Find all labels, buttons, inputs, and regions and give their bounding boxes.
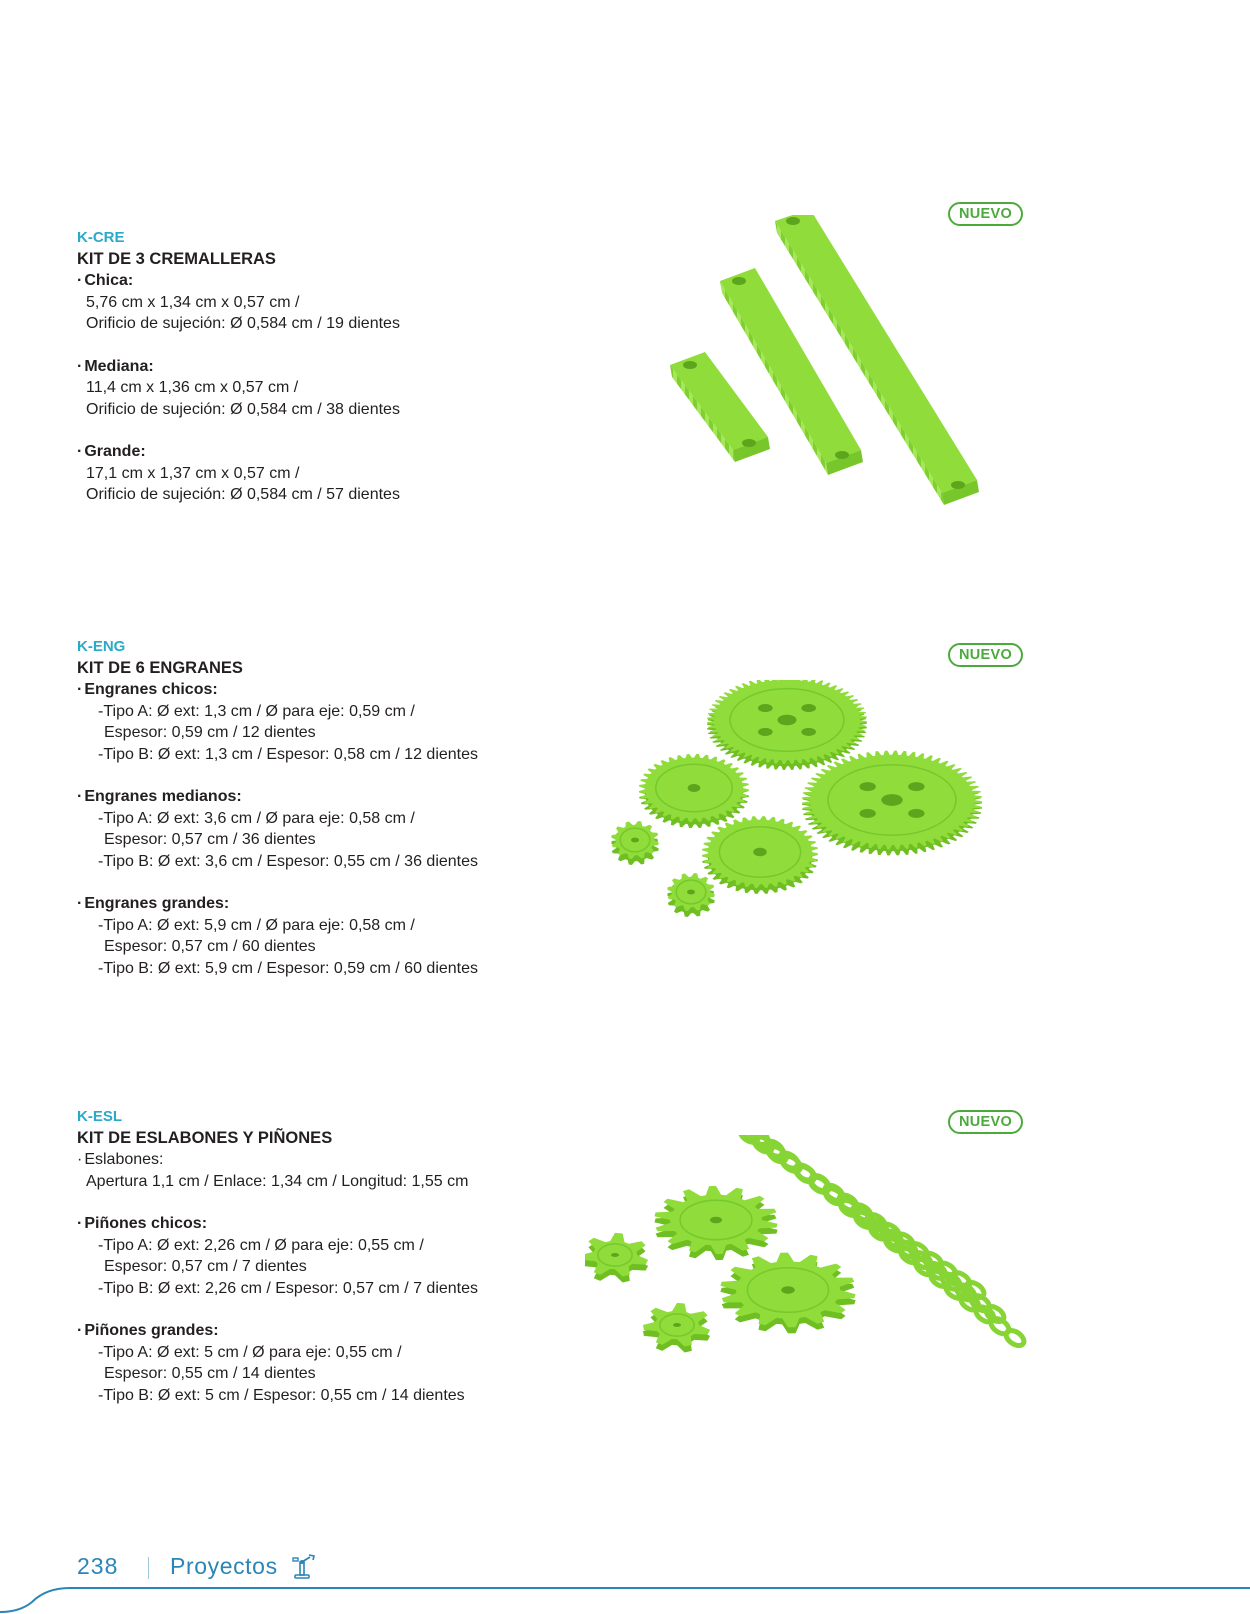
spec-group-pinones-grandes: · Piñones grandes: -Tipo A: Ø ext: 5 cm / Ø para eje: 0,55 cm / Espesor: 0,55 cm / 14 dientes -Tipo B: Ø ext: 5 cm / Espesor: 0,55 cm / 14 dientes <box>77 1320 617 1406</box>
spec-line: -Tipo B: Ø ext: 3,6 cm / Espesor: 0,55 cm / 36 dientes <box>98 852 479 870</box>
spec-line: -Tipo A: Ø ext: 2,26 cm / Ø para eje: 0,55 cm / <box>98 1236 424 1254</box>
spec-heading: Chica: <box>84 272 134 289</box>
gears-illustration <box>605 680 1025 950</box>
spec-line: -Tipo B: Ø ext: 2,26 cm / Espesor: 0,57 cm / 7 dientes <box>98 1279 479 1297</box>
links-sprockets-illustration <box>585 1135 1035 1415</box>
spec-heading: Piñones grandes: <box>84 1322 219 1339</box>
spec-heading: Engranes grandes: <box>84 895 230 912</box>
spec-line: -Tipo A: Ø ext: 5 cm / Ø para eje: 0,55 cm / <box>98 1343 402 1361</box>
spec-line: Orificio de sujeción: Ø 0,584 cm / 57 dientes <box>86 486 400 503</box>
spec-group-engranes-grandes: · Engranes grandes: -Tipo A: Ø ext: 5,9 cm / Ø para eje: 0,58 cm / Espesor: 0,57 cm / 60 dientes -Tipo B: Ø ext: 5,9 cm / Espesor: 0,59 cm / 60 dientes <box>77 893 617 979</box>
footer-rule <box>0 1580 1250 1614</box>
spec-line: -Tipo B: Ø ext: 5 cm / Espesor: 0,55 cm / 14 dientes <box>98 1386 465 1404</box>
spec-group-engranes-medianos: · Engranes medianos: -Tipo A: Ø ext: 3,6 cm / Ø para eje: 0,58 cm / Espesor: 0,57 cm / 36 dientes -Tipo B: Ø ext: 3,6 cm / Espesor: 0,55 cm / 36 dientes <box>77 786 617 872</box>
spec-line: Espesor: 0,57 cm / 60 dientes <box>104 938 316 955</box>
spec-group-chica: · Chica: 5,76 cm x 1,34 cm x 0,57 cm / Orificio de sujeción: Ø 0,584 cm / 19 dientes <box>77 270 617 335</box>
spec-heading: Grande: <box>84 443 146 460</box>
gear-small-a <box>611 821 659 865</box>
gear-large-b <box>802 751 982 856</box>
nuevo-badge: NUEVO <box>948 1110 1023 1134</box>
spec-heading: Engranes medianos: <box>84 788 242 805</box>
spec-line: Espesor: 0,55 cm / 14 dientes <box>104 1365 316 1382</box>
spec-line: 17,1 cm x 1,37 cm x 0,57 cm / <box>86 464 300 482</box>
product-code: K-ESL <box>77 1108 122 1125</box>
footer-divider <box>148 1557 149 1579</box>
spec-line: 11,4 cm x 1,36 cm x 0,57 cm / <box>86 379 299 396</box>
spec-line: -Tipo A: Ø ext: 1,3 cm / Ø para eje: 0,59 cm / <box>98 702 415 720</box>
sprocket-small-a <box>585 1233 648 1283</box>
rack-small <box>670 352 770 462</box>
product-code: K-ENG <box>77 638 126 655</box>
spec-line: -Tipo B: Ø ext: 1,3 cm / Espesor: 0,58 cm / 12 dientes <box>98 745 479 763</box>
gear-medium-a <box>639 754 749 828</box>
page-number: 238 <box>77 1553 119 1579</box>
spec-line: -Tipo B: Ø ext: 5,9 cm / Espesor: 0,59 cm / 60 dientes <box>98 959 479 977</box>
gear-medium-b <box>702 816 818 894</box>
racks-illustration <box>665 215 1005 525</box>
nuevo-badge: NUEVO <box>948 202 1023 226</box>
spec-line: Espesor: 0,57 cm / 7 dientes <box>104 1258 307 1275</box>
spec-line: Espesor: 0,57 cm / 36 dientes <box>104 831 316 848</box>
spec-line: -Tipo A: Ø ext: 3,6 cm / Ø para eje: 0,58 cm / <box>98 809 415 827</box>
sprocket-large-b <box>720 1253 855 1334</box>
spec-line: Orificio de sujeción: Ø 0,584 cm / 38 dientes <box>86 400 400 418</box>
sprocket-small-b <box>643 1303 710 1353</box>
sprocket-large-a <box>654 1186 777 1260</box>
product-code: K-CRE <box>77 229 125 246</box>
spec-heading: Engranes chicos: <box>84 681 218 698</box>
spec-group-mediana: · Mediana: 11,4 cm x 1,36 cm x 0,57 cm / Orificio de sujeción: Ø 0,584 cm / 38 dientes <box>77 356 617 421</box>
chain-link <box>1003 1327 1026 1348</box>
spec-heading: Piñones chicos: <box>84 1215 208 1232</box>
spec-line: Apertura 1,1 cm / Enlace: 1,34 cm / Longitud: 1,55 cm <box>86 1172 469 1190</box>
section-title: Proyectos <box>170 1553 278 1579</box>
spec-line: -Tipo A: Ø ext: 5,9 cm / Ø para eje: 0,58 cm / <box>98 916 415 934</box>
spec-heading: Eslabones: <box>84 1151 164 1168</box>
gear-small-b <box>667 873 715 917</box>
product-k-cre <box>77 227 617 527</box>
spec-group-eslabones: · Eslabones: Apertura 1,1 cm / Enlace: 1,34 cm / Longitud: 1,55 cm <box>77 1149 617 1192</box>
spec-group-grande: · Grande: 17,1 cm x 1,37 cm x 0,57 cm / Orificio de sujeción: Ø 0,584 cm / 57 dientes <box>77 441 617 506</box>
robot-arm-icon <box>292 1554 316 1580</box>
spec-line: Espesor: 0,59 cm / 12 dientes <box>104 724 316 741</box>
product-k-esl <box>77 1106 617 1427</box>
spec-line: Orificio de sujeción: Ø 0,584 cm / 19 dientes <box>86 315 400 332</box>
product-k-eng <box>77 636 617 1000</box>
nuevo-badge: NUEVO <box>948 643 1023 667</box>
spec-group-engranes-chicos: · Engranes chicos: -Tipo A: Ø ext: 1,3 cm / Ø para eje: 0,59 cm / Espesor: 0,59 cm / 12 dientes -Tipo B: Ø ext: 1,3 cm / Espesor: 0,58 cm / 12 dientes <box>77 679 617 765</box>
product-title: KIT DE ESLABONES Y PIÑONES <box>77 1129 333 1147</box>
product-title: KIT DE 6 ENGRANES <box>77 659 243 677</box>
gear-large-a <box>707 680 867 770</box>
product-title: KIT DE 3 CREMALLERAS <box>77 250 276 268</box>
spec-heading: Mediana: <box>84 357 154 375</box>
spec-group-pinones-chicos: · Piñones chicos: -Tipo A: Ø ext: 2,26 cm / Ø para eje: 0,55 cm / Espesor: 0,57 cm / 7 dientes -Tipo B: Ø ext: 2,26 cm / Espesor: 0,57 cm / 7 dientes <box>77 1213 617 1299</box>
spec-line: 5,76 cm x 1,34 cm x 0,57 cm / <box>86 293 300 311</box>
